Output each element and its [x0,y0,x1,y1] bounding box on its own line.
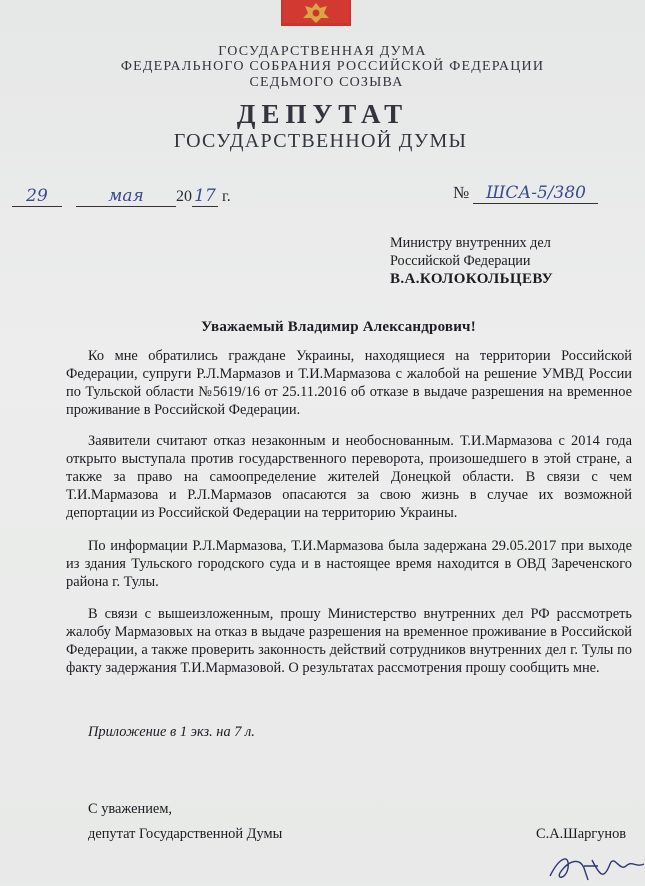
handwritten-signature [540,846,645,886]
header-line-1: ГОСУДАРСТВЕННАЯ ДУМА [218,44,427,59]
number-prefix: № [453,183,470,202]
addressee-name: В.А.КОЛОКОЛЬЦЕВУ [390,271,553,287]
date-year-prefix: 20 [176,188,192,205]
body-paragraph-1: Ко мне обратились граждане Украины, находящиеся на территории Российской Федерации, супруги Р.Л.Мармазов и Т.И.Мармазова с жалобой на решение УМВД России по Тульской области №5619/16 от 25.11.2016 об отказе в выдаче разрешения на временное проживание в Российской Федерации. [66,348,632,418]
greeting: Уважаемый Владимир Александрович! [201,319,476,335]
date-month: мая [76,186,176,207]
number-value: ШСА-5/380 [473,183,598,204]
date-year-suffix: 17 [192,186,218,207]
coat-of-arms-emblem [281,0,351,26]
header-line-3: СЕДЬМОГО СОЗЫВА [249,75,404,90]
closing-position: депутат Государственной Думы [88,826,283,842]
body-paragraph-2: Заявители считают отказ незаконным и необоснованным. Т.И.Мармазова с 2014 года открыто выступала против государственного переворота, произошедшего в этой стране, а также за право на самоопределение жителей Донецкой области. В связи с чем Т.И.Мармазова и Р.Л.Мармазов опасаются за свою жизнь в случае их возможной депортации из Российской Федерации на территорию Украины. [66,433,632,521]
date-line [12,186,231,207]
document-number [453,183,598,204]
header-line-2: ФЕДЕРАЛЬНОГО СОБРАНИЯ РОССИЙСКОЙ ФЕДЕРАЦИИ [120,59,545,74]
signer-name: С.А.Шаргунов [536,826,627,842]
header-title: ДЕПУТАТ [236,99,409,129]
addressee-line-1: Министру внутренних дел [390,235,551,251]
body-paragraph-4: В связи с вышеизложенным, прошу Министерство внутренних дел РФ рассмотреть жалобу Мармазовых на отказ в выдаче разрешения на временное проживание в Российской Федерации, а также проверить законность действий сотрудников внутренних дел г. Тулы по факту задержания Т.И.Мармазовой. О результатах рассмотрения прошу сообщить мне. [66,606,632,676]
attachment-note: Приложение в 1 экз. на 7 л. [88,724,255,740]
header-subtitle: ГОСУДАРСТВЕННОЙ ДУМЫ [173,130,468,152]
body-paragraph-3: По информации Р.Л.Мармазова, Т.И.Мармазова была задержана 29.05.2017 при выходе из здания Тульского городского суда и в настоящее время находится в ОВД Зареченского района г. Тулы. [66,538,632,590]
closing-regards: С уважением, [88,801,173,817]
date-day: 29 [12,186,62,207]
date-suffix: г. [222,188,231,205]
addressee-line-2: Российской Федерации [390,253,531,269]
addressee-block [390,234,553,288]
